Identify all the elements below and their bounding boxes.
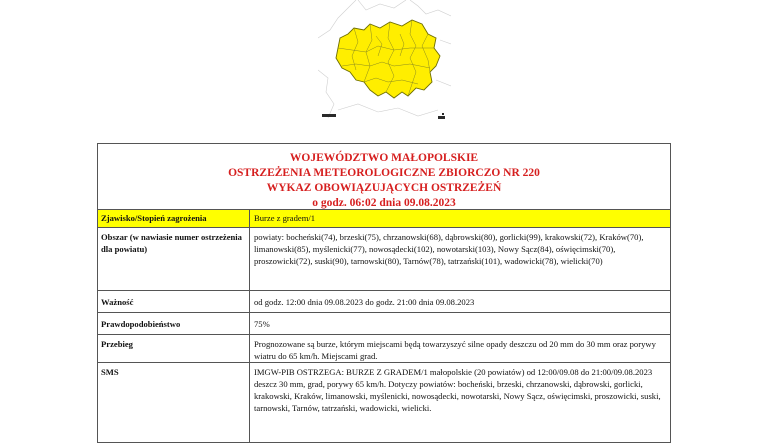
header-subtitle: WYKAZ OBOWIĄZUJĄCYCH OSTRZEŻEŃ <box>266 182 502 194</box>
row-sms <box>98 363 670 443</box>
row-prawdopodobienstwo <box>98 313 670 335</box>
value-obszar: powiaty: bocheński(74), brzeski(75), chrzanowski(68), dąbrowski(80), gorlicki(99), krakowski(72), Kraków(70), limanowski(85), myślenicki(77), nowosądecki(102), nowotarski(103), Nowy Sącz(84), oświęcimski(70), proszowicki(72), suski(90), tarnowski(80), Tarnów(78), tatrzański(101), wadowicki(78), wielicki(70) <box>254 232 644 266</box>
header-timestamp: o godz. 06:02 dnia 09.08.2023 <box>312 197 456 209</box>
map-legend <box>322 113 445 119</box>
label-sms: SMS <box>98 363 250 443</box>
value-przebieg: Prognozowane są burze, którym miejscami będą towarzyszyć silne opady deszczu od 20 mm do 30 mm oraz porywy wiatru do 65 km/h. Miejscami grad. <box>254 339 656 361</box>
row-waznosc <box>98 291 670 313</box>
label-obszar: Obszar (w nawiasie numer ostrzeżenia dla powiatu) <box>98 228 250 290</box>
warning-document <box>97 143 671 443</box>
malopolska-map-svg <box>318 0 451 122</box>
row-przebieg <box>98 335 670 363</box>
value-zjawisko: Burze z gradem/1 <box>254 213 316 223</box>
label-prawdopodobienstwo: Prawdopodobieństwo <box>98 313 250 334</box>
header-title: OSTRZEŻENIA METEOROLOGICZNE ZBIORCZO NR 220 <box>228 167 540 179</box>
document-header <box>98 144 670 210</box>
label-zjawisko: Zjawisko/Stopień zagrożenia <box>98 210 250 227</box>
row-obszar <box>98 228 670 291</box>
label-waznosc: Ważność <box>98 291 250 312</box>
voivodeship-shape <box>336 20 440 98</box>
warning-map <box>318 0 451 122</box>
value-prawdopodobienstwo: 75% <box>254 318 270 329</box>
row-zjawisko <box>98 210 670 228</box>
value-waznosc: od godz. 12:00 dnia 09.08.2023 do godz. 21:00 dnia 09.08.2023 <box>254 296 475 307</box>
header-region: WOJEWÓDZTWO MAŁOPOLSKIE <box>289 152 479 164</box>
value-sms: IMGW-PIB OSTRZEGA: BURZE Z GRADEM/1 małopolskie (20 powiatów) od 12:00/09.08 do 21:00/09.08.2023 deszcz 30 mm, grad, porywy 65 km/h. Dotyczy powiatów: bocheński, brzeski, chrzanowski, dąbrowski, gorlicki, krakowski, Kraków, limanowski, myślenicki, nowosądecki, nowotarski, Nowy Sącz, oświęcimski, proszowicki, suski, tarnowski, Tarnów, tatrzański, wadowicki, wielicki. <box>254 367 661 413</box>
label-przebieg: Przebieg <box>98 335 250 362</box>
